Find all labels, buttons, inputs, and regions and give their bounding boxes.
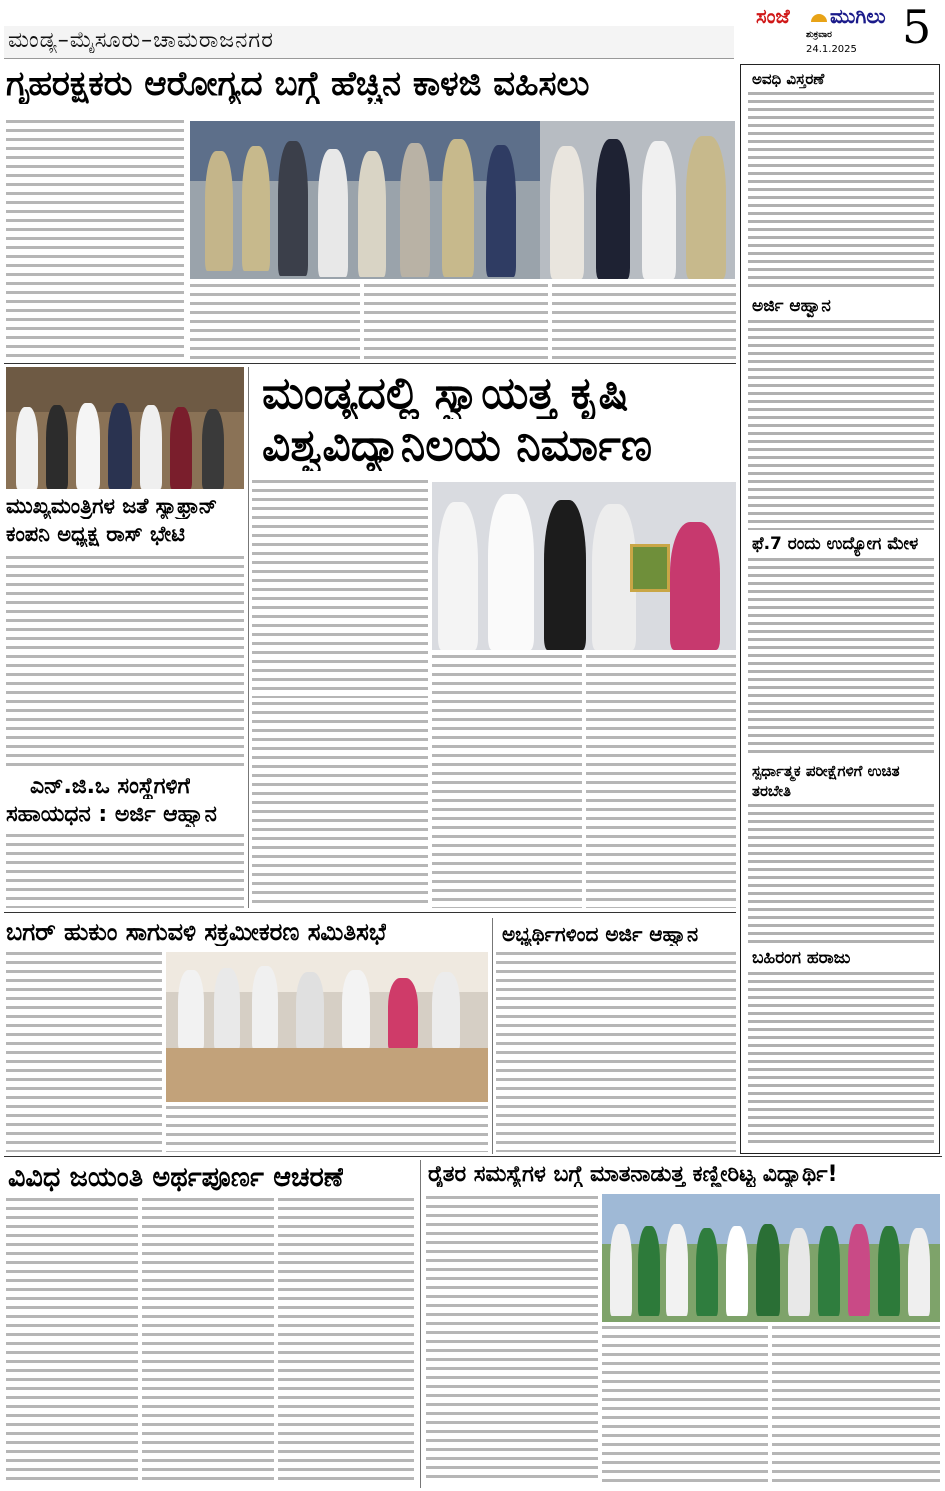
sidebar-title-application: ಅರ್ಜಿ ಆಹ್ವಾನ (752, 296, 831, 316)
body-col-4 (552, 284, 736, 360)
headline-cm-saffron-2: ಕಂಪನಿ ಅಧ್ಯಕ್ಷ ರಾಸ್ ಭೇಟಿ (6, 522, 185, 546)
masthead (0, 0, 945, 62)
headline-bagar: ಬಗರ್ ಹುಕುಂ ಸಾಗುವಳಿ ಸಕ್ರಮೀಕರಣ ಸಮಿತಿಸಭೆ (6, 918, 387, 946)
body-university-col1 (252, 702, 428, 908)
body-farmers-col1 (426, 1196, 598, 1484)
divider-bagar (492, 918, 493, 1154)
sun-icon (810, 8, 828, 24)
body-col-2 (190, 284, 360, 360)
headline-ngo-1: ಎನ್.ಜಿ.ಒ ಸಂಸ್ಥೆಗಳಿಗೆ (30, 774, 191, 799)
sidebar-body-job-fair (748, 558, 934, 758)
brand-left: ಸಂಜೆ (756, 4, 790, 28)
sidebar-body-application (748, 320, 934, 530)
photo-university-award (432, 482, 736, 650)
body-col-1 (6, 120, 184, 360)
divider-col (248, 367, 249, 908)
headline-university-2: ವಿಶ್ವವಿದ್ಯಾನಿಲಯ ನಿರ್ಮಾಣ (262, 420, 653, 471)
photo-homeguards-event (190, 121, 540, 279)
headline-homeguards: ಗೃಹರಕ್ಷಕರು ಆರೋಗ್ಯದ ಬಗ್ಗೆ ಹೆಚ್ಚಿನ ಕಾಳಜಿ ವಹಿಸಲು (6, 64, 590, 104)
photo-farmers-group (602, 1194, 940, 1322)
sidebar-body-coaching (748, 804, 934, 944)
body-jayanti-col3 (278, 1198, 414, 1484)
body-bagar-col1 (6, 952, 162, 1152)
sidebar-title-coaching-2: ತರಬೇತಿ (752, 782, 792, 800)
body-university-intro (252, 480, 428, 698)
sidebar-body-auction (748, 972, 934, 1148)
sidebar-title-auction: ಬಹಿರಂಗ ಹರಾಜು (752, 948, 851, 968)
body-university-col2 (432, 655, 582, 908)
page-number: 5 (902, 0, 932, 54)
issue-day: ಶುಕ್ರವಾರ (806, 30, 832, 40)
body-bagar-col2 (166, 1106, 488, 1152)
headline-cm-saffron-1: ಮುಖ್ಯಮಂತ್ರಿಗಳ ಜತೆ ಸ್ಯಾಫ್ರಾನ್ (6, 494, 218, 518)
brand-logo (742, 4, 902, 44)
body-jayanti-col2 (142, 1198, 274, 1484)
body-col-3 (364, 284, 548, 360)
headline-university-1: ಮಂಡ್ಯದಲ್ಲಿ ಸ್ವಾಯತ್ತ ಕೃಷಿ (262, 368, 629, 419)
body-farmers-col2 (602, 1326, 768, 1484)
issue-date: 24.1.2025 (806, 44, 857, 55)
photo-homeguards-officers (540, 121, 735, 279)
divider-mid (4, 912, 736, 913)
divider-lower (4, 1156, 942, 1157)
headline-ngo-2: ಸಹಾಯಧನ : ಅರ್ಜಿ ಆಹ್ವಾನ (6, 802, 217, 827)
headline-jayanti: ವಿವಿಧ ಜಯಂತಿ ಅರ್ಥಪೂರ್ಣ ಆಚರಣೆ (8, 1162, 344, 1193)
photo-cm-meeting (6, 367, 244, 489)
divider-top (4, 363, 736, 364)
body-candidates (496, 952, 736, 1152)
sidebar-title-coaching-1: ಸ್ಪರ್ಧಾತ್ಮಕ ಪರೀಕ್ಷೆಗಳಿಗೆ ಉಚಿತ (752, 762, 900, 780)
body-ngo (6, 834, 244, 908)
sidebar-body-extension (748, 92, 934, 292)
photo-bagar-meeting (166, 952, 488, 1102)
sidebar-title-extension: ಅವಧಿ ವಿಸ್ತರಣೆ (752, 70, 825, 88)
body-cm-saffron (6, 556, 244, 770)
sidebar-title-job-fair: ಫೆ.7 ರಂದು ಉದ್ಯೋಗ ಮೇಳ (752, 534, 919, 554)
divider-jayanti (420, 1160, 421, 1488)
body-farmers-col3 (772, 1326, 940, 1484)
headline-candidates: ಅಭ್ಯರ್ಥಿಗಳಿಂದ ಅರ್ಜಿ ಆಹ್ವಾನ (502, 922, 699, 946)
headline-farmers: ರೈತರ ಸಮಸ್ಯೆಗಳ ಬಗ್ಗೆ ಮಾತನಾಡುತ್ತ ಕಣ್ಣೀರಿಟ್ಟ ವಿದ್ಯಾರ್ಥಿ! (428, 1162, 838, 1187)
body-university-col3 (586, 655, 736, 908)
brand-right: ಮುಗಿಲು (830, 4, 886, 28)
body-jayanti-col1 (6, 1198, 138, 1484)
section-title: ಮಂಡ್ಯ–ಮೈಸೂರು–ಚಾಮರಾಜನಗರ (8, 28, 274, 53)
